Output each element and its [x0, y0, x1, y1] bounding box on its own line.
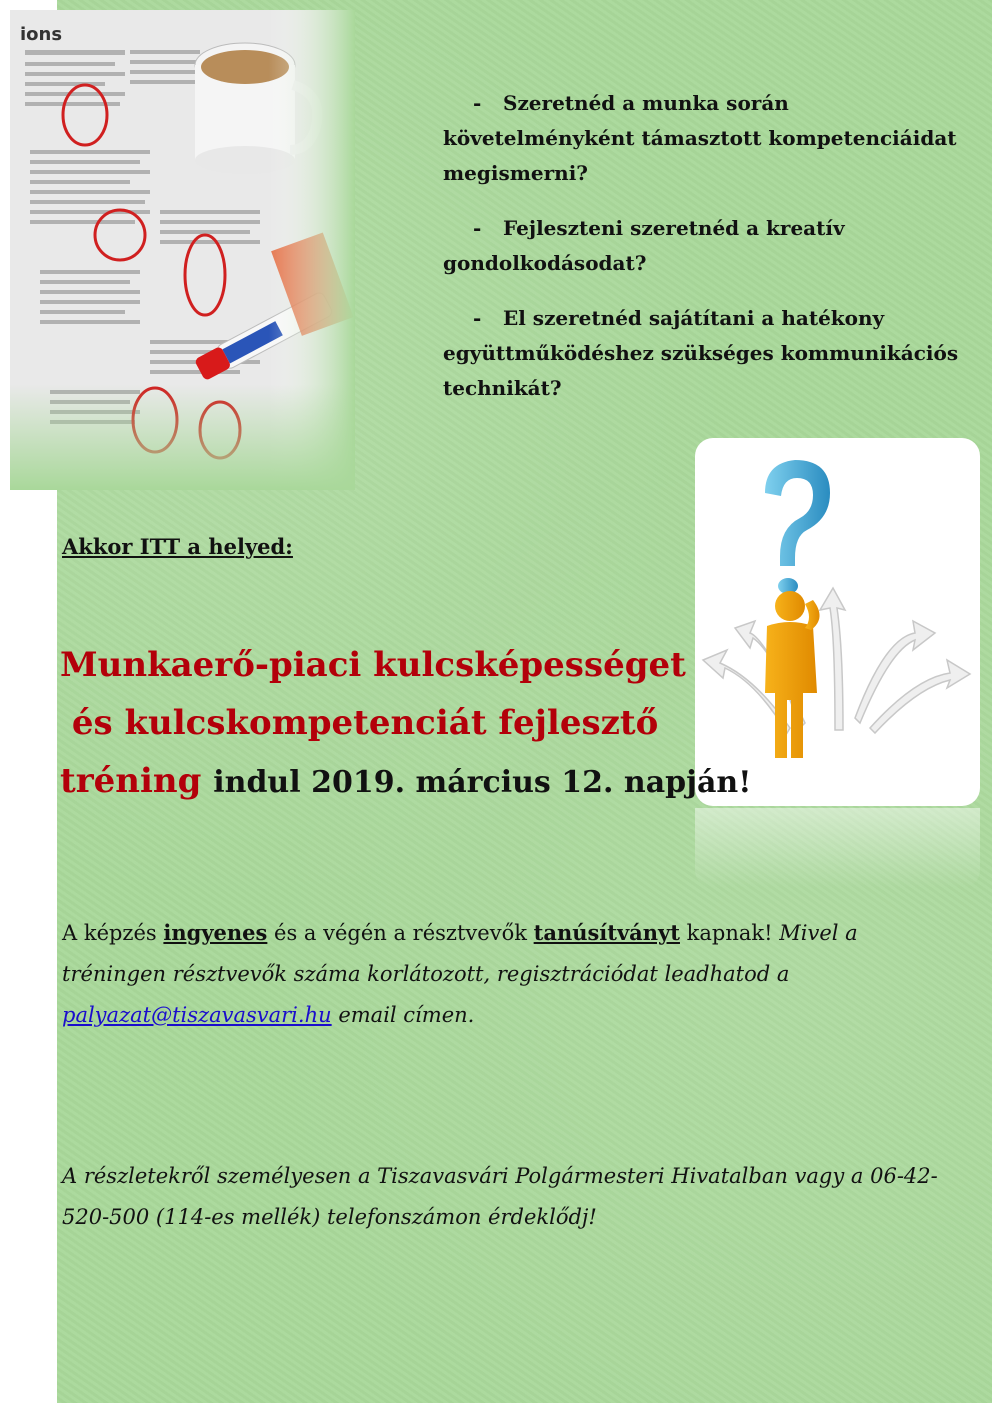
question-3: - El szeretnéd sajátítani a hatékony együttműködéshez szükséges kommunikációs technikát? [443, 306, 959, 400]
question-list [443, 86, 963, 426]
headline-line-1: Munkaerő-piaci kulcsképességet [60, 645, 686, 685]
email-link[interactable]: palyazat@tiszavasvari.hu [62, 1003, 332, 1027]
question-2: - Fejleszteni szeretnéd a kreatív gondolkodásodat? [443, 216, 845, 275]
headline-line-2: és kulcskompetenciát fejlesztő [71, 703, 659, 743]
intro-heading: Akkor ITT a helyed: [62, 534, 293, 559]
figure-reflection [695, 808, 980, 888]
free-highlight: ingyenes [163, 920, 268, 945]
contact-paragraph: A részletekről személyesen a Tiszavasvári Polgármesteri Hivatalban vagy a 06-42-520-500 (114-es mellék) telefonszámon érdeklődj! [62, 1164, 938, 1229]
certificate-highlight: tanúsítványt [533, 920, 680, 945]
info-paragraph: A képzés ingyenes és a végén a résztvevők tanúsítványt kapnak! Mivel a tréningen résztvevők száma korlátozott, regisztrációdat leadhatod a palyazat@tiszavasvari.hu email címen. [62, 920, 858, 1027]
question-1: - Szeretnéd a munka során követelményként támasztott kompetenciáidat megismerni? [443, 91, 957, 185]
newspaper-image [10, 10, 355, 490]
training-headline [60, 636, 780, 812]
headline-line-3: tréning indul 2019. március 12. napján! [60, 761, 752, 801]
